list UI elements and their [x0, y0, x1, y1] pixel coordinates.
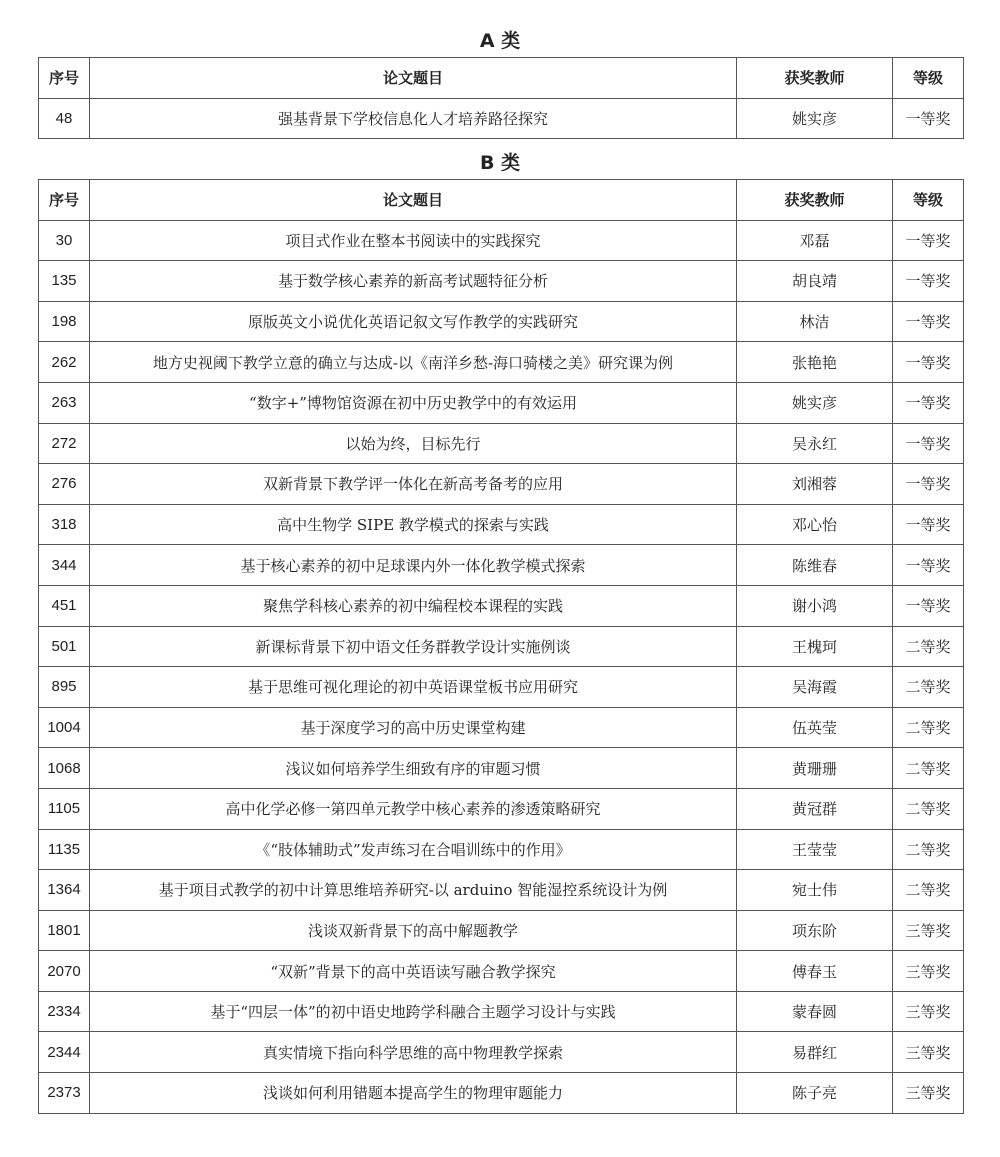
cell-no: 2373: [39, 1073, 90, 1114]
cell-level: 一等奖: [893, 342, 964, 383]
cell-teacher: 王莹莹: [737, 829, 893, 870]
table-row: [39, 220, 964, 261]
cell-no: 48: [39, 98, 90, 139]
cell-title: 基于思维可视化理论的初中英语课堂板书应用研究: [90, 667, 737, 708]
table-row: [39, 1073, 964, 1114]
cell-title: 以始为终，目标先行: [90, 423, 737, 464]
cell-no: 895: [39, 667, 90, 708]
cell-teacher: 姚实彦: [737, 382, 893, 423]
cell-level: 二等奖: [893, 870, 964, 911]
cell-title: 基于数学核心素养的新高考试题特征分析: [90, 261, 737, 302]
cell-no: 501: [39, 626, 90, 667]
cell-no: 1801: [39, 910, 90, 951]
table-row: [39, 910, 964, 951]
cell-teacher: 姚实彦: [737, 98, 893, 139]
cell-no: 318: [39, 504, 90, 545]
cell-title: 浅谈双新背景下的高中解题教学: [90, 910, 737, 951]
cell-level: 一等奖: [893, 301, 964, 342]
table-row: [39, 301, 964, 342]
cell-title: 高中化学必修一第四单元教学中核心素养的渗透策略研究: [90, 788, 737, 829]
table-row: [39, 626, 964, 667]
cell-no: 276: [39, 464, 90, 505]
cell-teacher: 刘湘蓉: [737, 464, 893, 505]
table-row: [39, 707, 964, 748]
cell-title: 项目式作业在整本书阅读中的实践探究: [90, 220, 737, 261]
table-row: [39, 423, 964, 464]
cell-level: 二等奖: [893, 748, 964, 789]
table-row: [39, 464, 964, 505]
table-row: [39, 1032, 964, 1073]
cell-title: 原版英文小说优化英语记叙文写作教学的实践研究: [90, 301, 737, 342]
table-row: [39, 261, 964, 302]
cell-level: 一等奖: [893, 423, 964, 464]
table-row: [39, 829, 964, 870]
section-b-title: B 类: [479, 152, 521, 174]
table-row: [39, 585, 964, 626]
cell-teacher: 蒙春圆: [737, 991, 893, 1032]
table-row: [39, 991, 964, 1032]
cell-title: 《“肢体辅助式”发声练习在合唱训练中的作用》: [90, 829, 737, 870]
cell-title: 地方史视阈下教学立意的确立与达成-以《南洋乡愁-海口骑楼之美》研究课为例: [90, 342, 737, 383]
cell-level: 三等奖: [893, 1032, 964, 1073]
cell-no: 262: [39, 342, 90, 383]
cell-no: 1135: [39, 829, 90, 870]
section-a-title: A 类: [479, 30, 521, 52]
cell-teacher: 项东阶: [737, 910, 893, 951]
cell-level: 一等奖: [893, 585, 964, 626]
cell-title: 新课标背景下初中语文任务群教学设计实施例谈: [90, 626, 737, 667]
cell-title: 强基背景下学校信息化人才培养路径探究: [90, 98, 737, 139]
cell-level: 一等奖: [893, 464, 964, 505]
table-row: [39, 342, 964, 383]
cell-no: 2344: [39, 1032, 90, 1073]
cell-title: 基于核心素养的初中足球课内外一体化教学模式探索: [90, 545, 737, 586]
col-no: 序号: [39, 180, 90, 221]
col-teacher: 获奖教师: [737, 180, 893, 221]
cell-title: 聚焦学科核心素养的初中编程校本课程的实践: [90, 585, 737, 626]
cell-no: 451: [39, 585, 90, 626]
col-no: 序号: [39, 58, 90, 99]
cell-title: “双新”背景下的高中英语读写融合教学探究: [90, 951, 737, 992]
table-row: [39, 545, 964, 586]
cell-no: 135: [39, 261, 90, 302]
cell-level: 二等奖: [893, 829, 964, 870]
cell-no: 1364: [39, 870, 90, 911]
cell-title: 浅谈如何利用错题本提高学生的物理审题能力: [90, 1073, 737, 1114]
cell-no: 344: [39, 545, 90, 586]
table-b: [38, 179, 964, 1114]
table-row: [39, 870, 964, 911]
col-level: 等级: [893, 180, 964, 221]
table-header: [39, 58, 964, 99]
cell-teacher: 易群红: [737, 1032, 893, 1073]
cell-teacher: 邓心怡: [737, 504, 893, 545]
col-title: 论文题目: [90, 58, 737, 99]
cell-level: 一等奖: [893, 98, 964, 139]
cell-no: 2334: [39, 991, 90, 1032]
cell-level: 三等奖: [893, 951, 964, 992]
cell-title: 基于深度学习的高中历史课堂构建: [90, 707, 737, 748]
cell-teacher: 黄珊珊: [737, 748, 893, 789]
cell-teacher: 陈维春: [737, 545, 893, 586]
table-row: [39, 382, 964, 423]
cell-title: 双新背景下教学评一体化在新高考备考的应用: [90, 464, 737, 505]
cell-level: 一等奖: [893, 382, 964, 423]
col-level: 等级: [893, 58, 964, 99]
cell-teacher: 谢小鸿: [737, 585, 893, 626]
table-header: [39, 180, 964, 221]
cell-level: 二等奖: [893, 626, 964, 667]
table-row: [39, 504, 964, 545]
cell-level: 一等奖: [893, 261, 964, 302]
table-row: [39, 667, 964, 708]
table-a: [38, 57, 964, 139]
cell-no: 263: [39, 382, 90, 423]
cell-title: 浅议如何培养学生细致有序的审题习惯: [90, 748, 737, 789]
col-title: 论文题目: [90, 180, 737, 221]
cell-no: 198: [39, 301, 90, 342]
cell-title: 基于“四层一体”的初中语史地跨学科融合主题学习设计与实践: [90, 991, 737, 1032]
cell-title: “数字+”博物馆资源在初中历史教学中的有效运用: [90, 382, 737, 423]
cell-teacher: 黄冠群: [737, 788, 893, 829]
cell-no: 272: [39, 423, 90, 464]
cell-level: 一等奖: [893, 504, 964, 545]
cell-title: 高中生物学 SIPE 教学模式的探索与实践: [90, 504, 737, 545]
cell-teacher: 傅春玉: [737, 951, 893, 992]
cell-teacher: 林洁: [737, 301, 893, 342]
cell-level: 二等奖: [893, 788, 964, 829]
table-row: [39, 98, 964, 139]
col-teacher: 获奖教师: [737, 58, 893, 99]
cell-teacher: 宛士伟: [737, 870, 893, 911]
cell-teacher: 陈子亮: [737, 1073, 893, 1114]
cell-title: 真实情境下指向科学思维的高中物理教学探索: [90, 1032, 737, 1073]
cell-no: 1068: [39, 748, 90, 789]
cell-teacher: 胡良靖: [737, 261, 893, 302]
cell-teacher: 张艳艳: [737, 342, 893, 383]
cell-teacher: 邓磊: [737, 220, 893, 261]
cell-no: 1004: [39, 707, 90, 748]
cell-level: 三等奖: [893, 991, 964, 1032]
cell-teacher: 吴永红: [737, 423, 893, 464]
cell-level: 三等奖: [893, 1073, 964, 1114]
cell-no: 2070: [39, 951, 90, 992]
cell-level: 二等奖: [893, 707, 964, 748]
cell-level: 三等奖: [893, 910, 964, 951]
table-row: [39, 788, 964, 829]
table-row: [39, 748, 964, 789]
cell-teacher: 伍英莹: [737, 707, 893, 748]
cell-level: 二等奖: [893, 667, 964, 708]
cell-level: 一等奖: [893, 545, 964, 586]
table-row: [39, 951, 964, 992]
cell-no: 30: [39, 220, 90, 261]
cell-level: 一等奖: [893, 220, 964, 261]
cell-title: 基于项目式教学的初中计算思维培养研究-以 arduino 智能湿控系统设计为例: [90, 870, 737, 911]
cell-no: 1105: [39, 788, 90, 829]
cell-teacher: 吴海霞: [737, 667, 893, 708]
cell-teacher: 王槐珂: [737, 626, 893, 667]
